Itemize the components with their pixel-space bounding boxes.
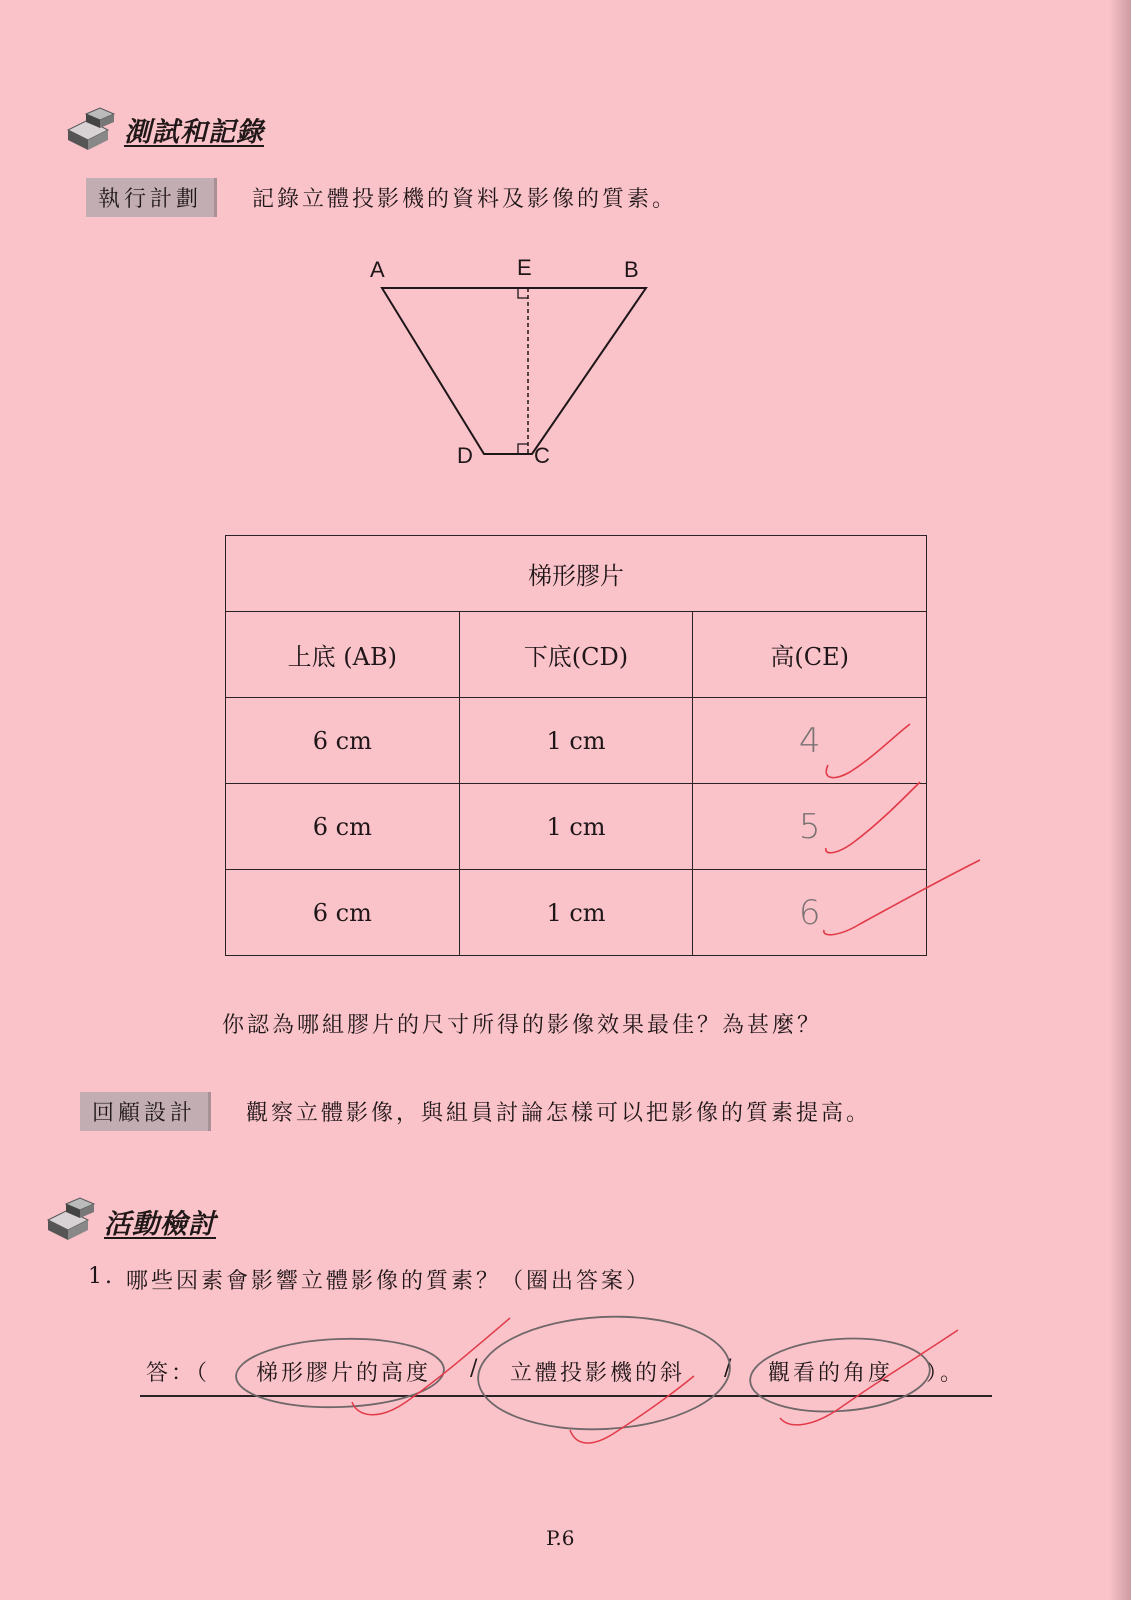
- red-tick-icon: [824, 860, 980, 935]
- section-heading-test-record: 測試和記錄: [124, 117, 264, 148]
- handwritten-height: 5: [798, 806, 821, 847]
- vertex-label-a: A: [370, 257, 385, 282]
- answer-suffix: ）。: [926, 1361, 966, 1386]
- table-header-row: [226, 612, 927, 698]
- handwritten-height: 6: [798, 892, 821, 933]
- header-bottom-base: 下底(CD): [459, 612, 693, 698]
- page-edge-shadow: [1109, 0, 1131, 1600]
- red-tick-icon: [826, 724, 910, 778]
- pencil-circle-icon: [475, 1310, 733, 1435]
- answer-option-viewing-angle[interactable]: 觀看的角度: [768, 1361, 894, 1386]
- vertex-label-c: C: [534, 443, 550, 468]
- red-tick-marks: [820, 720, 1020, 970]
- right-angle-mark-c: [518, 444, 528, 454]
- red-tick-icon: [570, 1376, 694, 1443]
- cell-top: 6 cm: [226, 698, 460, 784]
- red-tick-icon: [826, 782, 920, 853]
- plan-tag: 執行計劃: [86, 178, 217, 217]
- answer-option-film-height[interactable]: 梯形膠片的高度: [256, 1361, 432, 1386]
- answer-separator: /: [724, 1356, 735, 1381]
- question-best-size: 你認為哪組膠片的尺寸所得的影像效果最佳？為甚麼？: [222, 1013, 823, 1038]
- review-tag: 回顧設計: [80, 1092, 211, 1131]
- cell-top: 6 cm: [226, 870, 460, 956]
- page-number: P.6: [546, 1526, 575, 1550]
- question-number: 1.: [88, 1264, 115, 1289]
- question-factors: 哪些因素會影響立體影像的質素？（圈出答案）: [126, 1269, 652, 1294]
- cell-top: 6 cm: [226, 784, 460, 870]
- header-height: 高(CE): [693, 612, 927, 698]
- header-top-base: 上底 (AB): [226, 612, 460, 698]
- table-title-row: [226, 536, 927, 612]
- cell-bottom: 1 cm: [459, 784, 693, 870]
- section-heading-review: 活動檢討: [104, 1209, 216, 1240]
- review-text: 觀察立體影像，與組員討論怎樣可以把影像的質素提高。: [246, 1101, 872, 1126]
- right-angle-mark-e: [518, 288, 528, 298]
- answer-option-projector-slope[interactable]: 立體投影機的斜: [510, 1361, 686, 1386]
- handwritten-height: 4: [798, 720, 821, 761]
- cube-icon: [60, 106, 122, 150]
- plan-text: 記錄立體投影機的資料及影像的質素。: [252, 187, 678, 212]
- cell-bottom: 1 cm: [459, 870, 693, 956]
- trapezoid-diagram: [360, 250, 680, 480]
- pencil-circle-icon: [235, 1335, 445, 1410]
- vertex-label-b: B: [624, 257, 639, 282]
- answer-separator: /: [470, 1356, 481, 1381]
- pencil-circle-icon: [748, 1333, 933, 1417]
- cube-icon: [40, 1196, 102, 1240]
- answer-markings: [220, 1310, 1000, 1460]
- cell-bottom: 1 cm: [459, 698, 693, 784]
- vertex-label-d: D: [457, 443, 473, 468]
- answer-prefix: 答：（: [146, 1361, 211, 1386]
- trapezoid-shape: [382, 288, 646, 454]
- table-title: 梯形膠片: [226, 536, 927, 612]
- vertex-label-e: E: [517, 255, 532, 280]
- red-tick-icon: [352, 1318, 510, 1415]
